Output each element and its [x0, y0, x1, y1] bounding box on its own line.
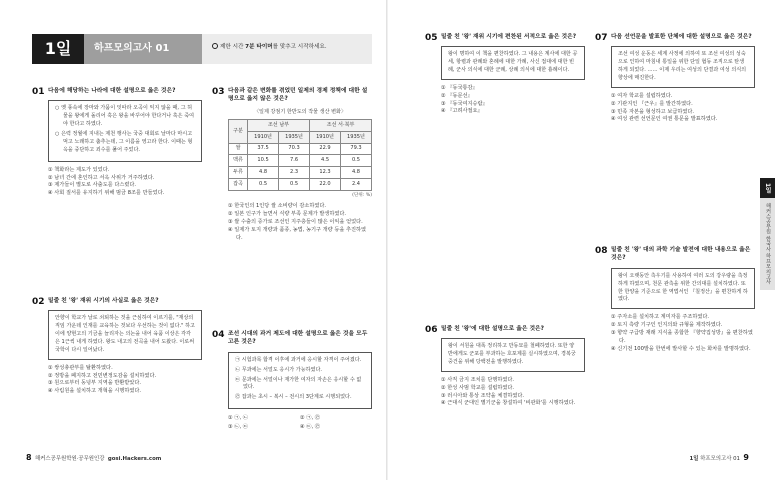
question-text: 밑줄 친 '왕' 대의 과학 기술 발전에 대한 내용으로 옳은 것은? — [611, 247, 751, 262]
option-3[interactable]: ③ 『동국여지승람』 — [441, 100, 488, 107]
option-1[interactable]: ① 한국인의 1인당 쌀 소비량이 감소하였다. — [228, 203, 327, 210]
table-cell: 12.3 — [310, 167, 341, 179]
option-4[interactable]: ④ 신기전 100발을 한번에 발사할 수 있는 화차를 발명하였다. — [611, 345, 751, 352]
passage-box: 안향이 학교가 날로 쇠퇴하는 것을 근심하여 이르기를, "재상의 직임 가운데 인재를 교육하는 것보다 우선하는 것이 없다." 하고 이에 양현고의 기금을 늘리자는 의논을 내어 육품 이상은 각각 은 1근씩 내게 하였다. 왕도 내고의 전곡을 내어 도왔다. 이로써 국학이 다시 일어났다. — [48, 310, 202, 359]
table-row — [229, 143, 372, 155]
table-cell: 4.5 — [310, 155, 341, 167]
page-number: 9 — [743, 453, 749, 462]
question-02 — [32, 297, 202, 396]
option-1[interactable]: ① 책화라는 제도가 있었다. — [48, 166, 110, 173]
options-grid — [228, 414, 372, 431]
passage-line: ㉡ 무과에는 서얼도 응시가 가능하였다. — [235, 366, 322, 373]
question-04 — [212, 330, 372, 431]
table-year-cell: 1910년 — [310, 131, 341, 143]
table-year-cell: 1935년 — [341, 131, 372, 143]
option-2[interactable]: ② 토지 측량 기구인 인지의와 규형을 제작하였다. — [611, 322, 723, 329]
time-note: 제한 시간 7분 타이머를 맞추고 시작하세요. — [212, 43, 327, 52]
table-caption: 〈일제 강점기 한반도의 작물 생산 변화〉 — [253, 108, 347, 115]
option-3[interactable]: ③ 제가들이 별도로 사출도를 다스렸다. — [48, 182, 137, 189]
question-08 — [595, 246, 755, 353]
table-cell: 2.3 — [279, 167, 310, 179]
option-2[interactable]: ② 일본 인구가 늘면서 식량 부족 문제가 발생하였다. — [228, 211, 347, 218]
option-4[interactable]: ④ 일제가 토지 개량과 품종, 농법, 농기구 개량 등을 추진하였다. — [228, 226, 367, 241]
question-text: 조선 시대의 과거 제도에 대한 설명으로 옳은 것을 모두 고른 것은? — [228, 331, 368, 346]
options-list — [441, 377, 585, 408]
option-3[interactable]: ③ 민족 자본을 형성하고 보급하였다. — [611, 108, 695, 115]
options-list — [48, 167, 202, 198]
table-unit: (단위: %) — [352, 192, 372, 198]
option-2[interactable]: ② 한성 사범 학교를 설립하였다. — [441, 384, 515, 391]
side-tab-text: 해커스공무원 한국사 하프모의고사 — [765, 203, 771, 285]
options-list — [611, 93, 755, 124]
table-row — [229, 155, 372, 167]
table-cell: 0.5 — [279, 179, 310, 191]
table-cell: 잡곡 — [229, 179, 248, 191]
question-number: 04 — [212, 330, 225, 340]
passage-box — [228, 352, 372, 409]
question-text: 다음에 해당하는 나라에 대한 설명으로 옳은 것은? — [48, 88, 176, 94]
passage-line: ○ 은력 정월에 지내는 제천 행사는 국중 대회로 날마다 마시고 먹고 노래하고 춤추는데, 그 이름을 영고라 한다. 이때는 형옥을 중단하고 죄수를 풀어 주었다. — [55, 131, 193, 153]
option-3[interactable]: ③ ㉡, ㉢ — [228, 423, 248, 430]
footer-day: 1일 — [689, 456, 699, 462]
option-1[interactable]: ① 쌍성총관부를 탈환하였다. — [48, 364, 113, 371]
passage-line: ㉢ 문과에는 서얼이나 재가한 여자의 자손은 응시할 수 없었다. — [235, 376, 362, 391]
table-year-cell: 1910년 — [248, 131, 279, 143]
question-number: 05 — [425, 33, 438, 43]
page-number: 8 — [26, 453, 32, 462]
option-1[interactable]: ① 사직 금지 조치를 단행하였다. — [441, 377, 515, 384]
table-year-cell: 1935년 — [279, 131, 310, 143]
options-list — [611, 314, 755, 353]
question-06 — [425, 325, 585, 408]
option-2[interactable]: ② 『동문선』 — [441, 92, 473, 99]
passage-box: 왕이 명하여 이 책을 편찬하였다. 그 내용은 계사에 대한 공세, 항렬과 관례와 혼례에 대한 가례, 사신 접대에 대한 빈례, 군사 의식에 대한 군례, 상례 의식에 대한 흉례이다. — [441, 46, 585, 80]
question-number: 03 — [212, 87, 225, 97]
table-cell: 2.4 — [341, 179, 372, 191]
option-1[interactable]: ① 『동국통감』 — [441, 85, 478, 92]
title-bar — [32, 34, 372, 64]
passage-line: ㉠ 시험과목 합격 이후에 과거에 응시할 자격이 주어졌다. — [235, 356, 362, 363]
options-list — [228, 203, 372, 242]
option-4[interactable]: ④ 근대식 군대인 별기군을 창설하여 '비관화'를 시행하였다. — [441, 400, 576, 407]
options-list — [441, 85, 585, 116]
passage-box: 왕이 오랫동안 측우기를 사용하여 여러 도의 강우량을 측정하게 하였으며, 천문 관측을 위한 간의대를 설치하였다. 또한 한양을 기준으로 한 역법서인 『칠정산』을 편찬하게 하였다. — [611, 268, 755, 310]
question-number: 06 — [425, 325, 438, 335]
passage-line: ㉣ 잡과는 초시 – 복시 – 전시의 3단계로 시행되었다. — [235, 394, 352, 401]
table-cell: 4.8 — [341, 167, 372, 179]
question-03 — [212, 87, 372, 242]
table-cell: 4.8 — [248, 167, 279, 179]
footer-text: 해커스공무원학원·공무원인강 — [35, 456, 105, 462]
option-3[interactable]: ③ 쌀 수출의 증가로 조선인 지주층들이 많은 이익을 얻었다. — [228, 218, 363, 225]
question-number: 01 — [32, 87, 45, 97]
option-1[interactable]: ① 여자 학교를 설립하였다. — [611, 92, 673, 99]
footer-right — [689, 452, 749, 464]
option-3[interactable]: ③ 원으로부터 동녕부 지역을 반환받았다. — [48, 380, 142, 387]
options-list — [48, 365, 202, 396]
production-table — [228, 119, 372, 191]
footer-site: gosi.Hackers.com — [107, 456, 162, 462]
table-cell: 79.3 — [341, 143, 372, 155]
table-cell: 70.3 — [279, 143, 310, 155]
option-4[interactable]: ④ 여성 관련 선언문인 여권 통문을 발표하였다. — [611, 116, 718, 123]
option-4[interactable]: ④ 사회 질서를 유지하기 위해 범금 8조를 만들었다. — [48, 190, 165, 197]
table-header-cell: 조선 서·북부 — [310, 120, 372, 132]
test-title: 하프모의고사 01 — [84, 34, 202, 64]
footer-label: 하프모의고사 01 — [698, 456, 740, 462]
option-2[interactable]: ② 남녀 간에 혼인하고 서옥 사위가 거주하였다. — [48, 174, 155, 181]
table-cell: 22.9 — [310, 143, 341, 155]
day-label: 1일 — [32, 34, 84, 64]
question-number: 08 — [595, 246, 608, 256]
question-07 — [595, 33, 755, 124]
clock-icon — [212, 43, 218, 49]
question-text: 밑줄 친 '왕' 재위 시기의 사실로 옳은 것은? — [48, 298, 159, 304]
side-index-tab[interactable] — [760, 178, 775, 290]
question-number: 07 — [595, 33, 608, 43]
table-cell: 0.5 — [248, 179, 279, 191]
question-01 — [32, 87, 202, 198]
passage-line: ○ 옛 풍속에 장마와 가뭄이 잇따라 오곡이 익지 않을 때, 그 허물을 왕에게 돌리어 혹은 왕을 바꾸어야 한다거나 혹은 죽여야 한다고 하였다. — [55, 105, 195, 128]
question-05 — [425, 33, 585, 116]
passage-box: 왕이 서원을 대폭 정리하고 만동묘를 철폐하였다. 또한 양반에게도 군포를 부과하는 호포제를 실시하였으며, 경복궁 중건을 위해 당백전을 발행하였다. — [441, 338, 585, 372]
footer-left — [26, 452, 161, 464]
option-4[interactable]: ④ ㉢, ㉣ — [300, 423, 320, 430]
table-cell: 쌀 — [229, 143, 248, 155]
table-header-cell: 구분 — [229, 120, 248, 144]
table-row — [229, 179, 372, 191]
question-text: 밑줄 친 '왕'에 대한 설명으로 옳은 것은? — [441, 326, 545, 332]
table-cell: 22.0 — [310, 179, 341, 191]
option-3[interactable]: ③ 향약 구급방 재래 지식을 종합한 『향약집성방』을 편찬하였다. — [611, 329, 753, 344]
option-1[interactable]: ① 주자소를 설치하고 계미자를 주조하였다. — [611, 314, 710, 321]
table-cell: 7.6 — [279, 155, 310, 167]
option-1[interactable]: ① ㉠, ㉡ — [228, 415, 248, 422]
option-2[interactable]: ② ㉠, ㉣ — [300, 415, 320, 422]
left-page — [0, 0, 387, 480]
question-text: 다음과 같은 변화를 겪었던 일제의 경제 정책에 대한 설명으로 옳지 않은 것은? — [228, 88, 368, 103]
passage-box: 조선 여성 운동은 세계 사정에 의하여 또 조선 여성의 성숙으로 인하여 마침내 통일을 위한 단일 협동 조직으로 탄생하게 되었다. …… 이제 우리는 여성의 단결과 여성 의식의 향상에 매진한다. — [611, 46, 755, 88]
table-cell: 0.5 — [341, 155, 372, 167]
question-text: 다음 선언문을 발표한 단체에 대한 설명으로 옳은 것은? — [611, 34, 752, 40]
option-3[interactable]: ③ 러시아와 통상 조약을 체결하였다. — [441, 392, 525, 399]
option-4[interactable]: ④ 『고려사절요』 — [441, 108, 483, 115]
option-4[interactable]: ④ 사림원을 설치하고 개혁을 시행하였다. — [48, 388, 142, 395]
table-cell: 37.5 — [248, 143, 279, 155]
question-text: 밑줄 친 '왕' 재위 시기에 편찬된 서적으로 옳은 것은? — [441, 34, 577, 40]
table-cell: 맥류 — [229, 155, 248, 167]
passage-box — [48, 100, 202, 161]
table-row — [229, 167, 372, 179]
question-number: 02 — [32, 297, 45, 307]
table-cell: 10.5 — [248, 155, 279, 167]
right-page — [388, 0, 775, 480]
option-2[interactable]: ② 기관지인 『근우』를 발간하였다. — [611, 100, 693, 107]
option-2[interactable]: ② 정방을 폐지하고 전민변정도감을 설치하였다. — [48, 372, 157, 379]
side-tab-day: 1일 — [760, 178, 775, 198]
table-cell: 두류 — [229, 167, 248, 179]
table-header-cell: 조선 남부 — [248, 120, 310, 132]
